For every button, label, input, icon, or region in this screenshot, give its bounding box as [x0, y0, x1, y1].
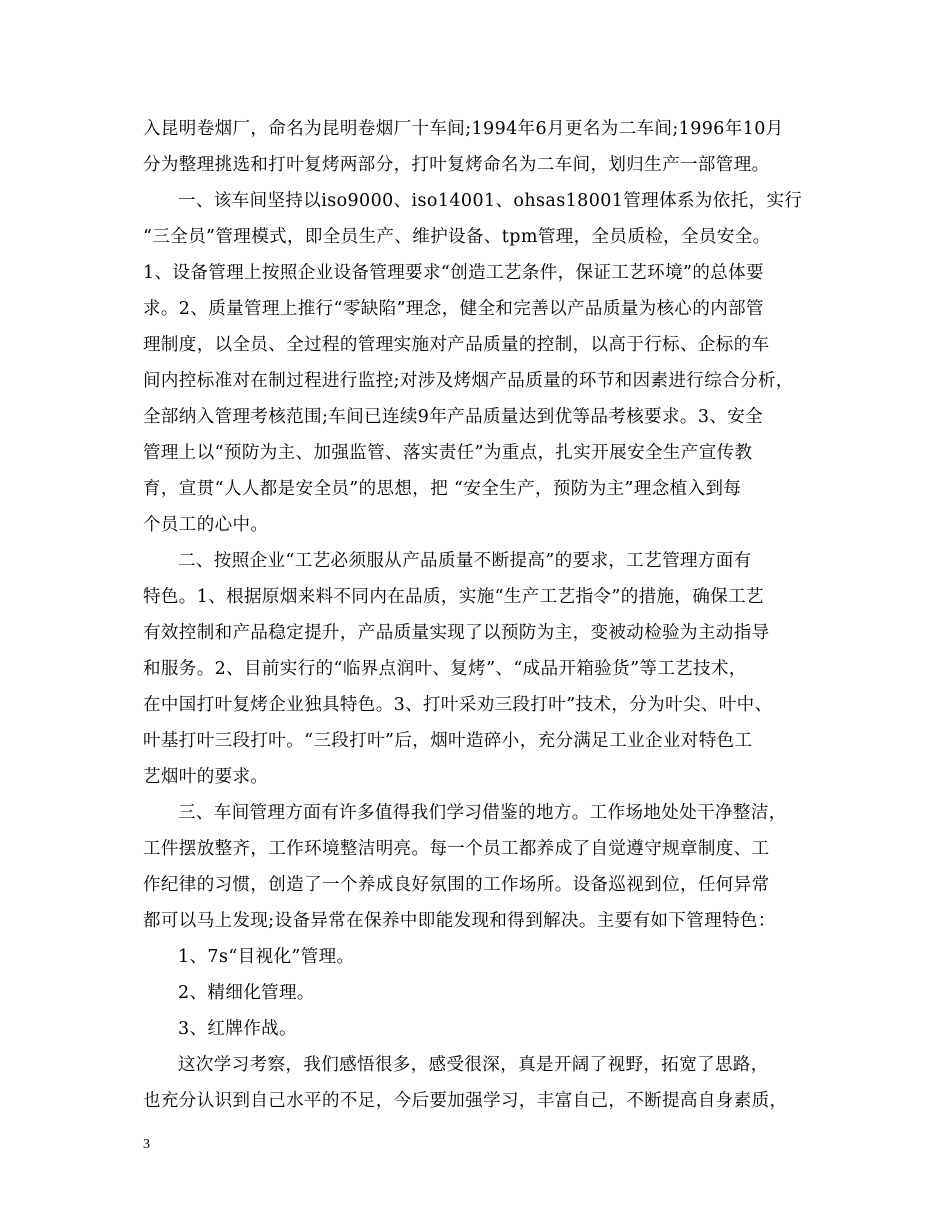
text-line: 和服务。2、目前实行的“临界点润叶、复烤”、“成品开箱验货”等工艺技术，	[143, 659, 747, 679]
paragraph-2-start: 二、按照企业“工艺必须服从产品质量不断提高”的要求，工艺管理方面有	[178, 551, 752, 571]
text-line: 有效控制和产品稳定提升，产品质量实现了以预防为主，变被动检验为主动指导	[143, 623, 770, 643]
text-line: 艺烟叶的要求。	[143, 767, 269, 787]
text-line: 间内控标准对在制过程进行监控;对涉及烤烟产品质量的环节和因素进行综合分析，	[143, 371, 794, 391]
text-line: 管理上以“预防为主、加强监管、落实责任”为重点，扎实开展安全生产宣传教	[143, 443, 753, 463]
page-number: 3	[143, 1137, 150, 1152]
text-line: 育，宣贯“人人都是安全员”的思想，把 “安全生产，预防为主”理念植入到每	[143, 479, 742, 499]
text-line: 都可以马上发现;设备异常在保养中即能发现和得到解决。主要有如下管理特色：	[143, 911, 776, 931]
text-line: 1、设备管理上按照企业设备管理要求“创造工艺条件，保证工艺环境”的总体要	[143, 263, 764, 283]
text-line: 叶基打叶三段打叶。“三段打叶”后，烟叶造碎小，充分满足工业企业对特色工	[143, 731, 753, 751]
text-line: 求。2、质量管理上推行“零缺陷”理念，健全和完善以产品质量为核心的内部管	[143, 299, 764, 319]
text-line: 理制度，以全员、全过程的管理实施对产品质量的控制，以高于行标、企标的车	[143, 335, 770, 355]
text-line: 个员工的心中。	[143, 515, 269, 535]
text-line: 作纪律的习惯，创造了一个养成良好氛围的工作场所。设备巡视到位，任何异常	[143, 875, 770, 895]
list-item-2: 2、精细化管理。	[178, 983, 315, 1003]
paragraph-1-start: 一、该车间坚持以iso9000、iso14001、ohsas18001管理体系为依托，实行	[178, 191, 803, 211]
text-line: 入昆明卷烟厂，命名为昆明卷烟厂十车间;1994年6月更名为二车间;1996年10月	[143, 119, 784, 139]
text-line: “三全员”管理模式，即全员生产、维护设备、tpm管理，全员质检，全员安全。	[143, 227, 771, 247]
list-item-1: 1、7s“目视化”管理。	[178, 947, 355, 967]
text-line: 在中国打叶复烤企业独具特色。3、打叶采劝三段打叶”技术，分为叶尖、叶中、	[143, 695, 773, 715]
paragraph-4-start: 这次学习考察，我们感悟很多，感受很深，真是开阔了视野，拓宽了思路，	[178, 1055, 769, 1075]
paragraph-3-start: 三、车间管理方面有许多值得我们学习借鉴的地方。工作场地处处干净整洁，	[178, 803, 787, 823]
text-line: 也充分认识到自己水平的不足，今后要加强学习，丰富自己，不断提高自身素质，	[143, 1091, 788, 1111]
text-line: 全部纳入管理考核范围;车间已连续9年产品质量达到优等品考核要求。3、安全	[143, 407, 764, 427]
text-line: 特色。1、根据原烟来料不同内在品质，实施“生产工艺指令”的措施，确保工艺	[143, 587, 764, 607]
list-item-3: 3、红牌作战。	[178, 1019, 297, 1039]
text-line: 分为整理挑选和打叶复烤两部分，打叶复烤命名为二车间，划归生产一部管理。	[143, 155, 770, 175]
text-line: 工件摆放整齐，工作环境整洁明亮。每一个员工都养成了自觉遵守规章制度、工	[143, 839, 770, 859]
